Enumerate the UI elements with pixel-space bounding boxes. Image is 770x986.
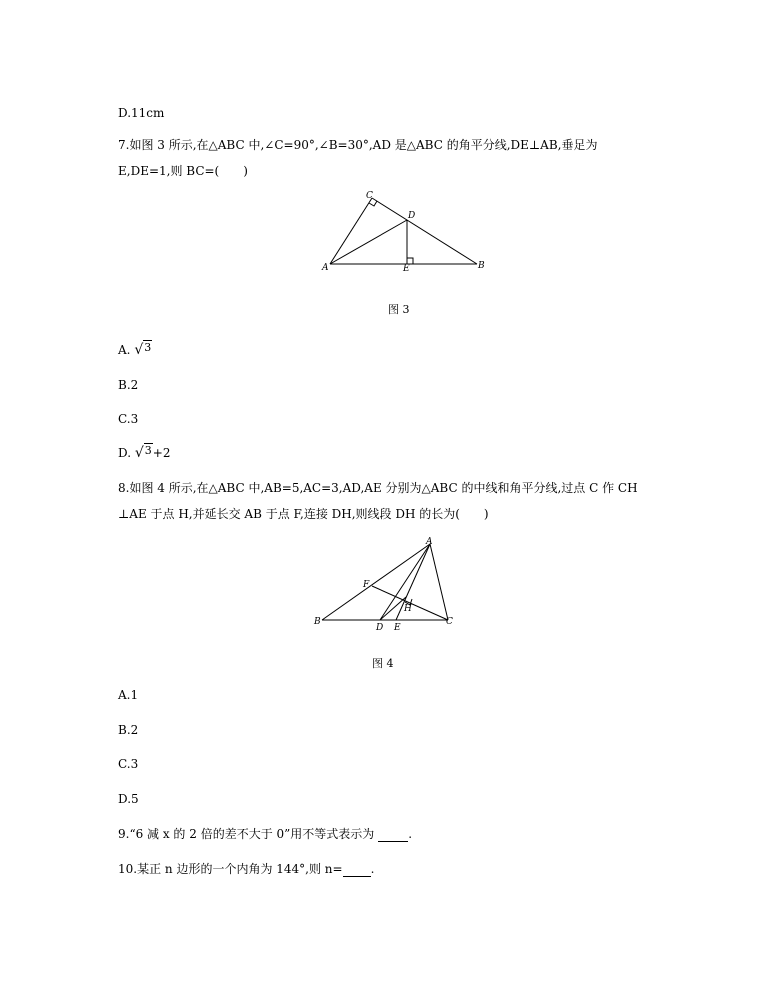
q7-option-c: C.3 bbox=[118, 412, 139, 426]
q9-end: . bbox=[408, 827, 413, 841]
q9 bbox=[118, 827, 412, 842]
segment-ab bbox=[322, 544, 430, 620]
q7-option-d-prefix: D. bbox=[118, 446, 132, 460]
label-e: E bbox=[403, 264, 410, 272]
sqrt-symbol: √$^3$ bbox=[134, 444, 152, 461]
answer-blank bbox=[343, 862, 371, 877]
label-c: C bbox=[446, 617, 453, 627]
label-a: A bbox=[426, 537, 433, 547]
q10 bbox=[118, 862, 374, 877]
q8-option-a: A.1 bbox=[118, 688, 139, 702]
q9-text: 9.“6 减 x 的 2 倍的差不大于 0”用不等式表示为 bbox=[118, 827, 375, 841]
q7-option-d-suffix: +2 bbox=[152, 446, 171, 460]
q7-option-b: B.2 bbox=[118, 378, 139, 392]
label-a: A bbox=[322, 263, 329, 272]
q7-option-d-radicand: 3 bbox=[144, 444, 152, 457]
label-d: D bbox=[408, 211, 416, 221]
label-e: E bbox=[394, 623, 401, 632]
figure-4 bbox=[312, 536, 462, 632]
q7-stem-line2: E,DE=1,则 BC=( ) bbox=[118, 164, 248, 178]
figure-3 bbox=[320, 188, 490, 272]
sqrt-symbol: √$^3$ bbox=[134, 341, 152, 358]
figure-4-caption: 图 4 bbox=[372, 657, 394, 670]
segment-ac bbox=[330, 198, 372, 264]
label-d: D bbox=[376, 623, 384, 632]
answer-blank bbox=[378, 827, 408, 842]
q7-stem-line1: 7.如图 3 所示,在△ABC 中,∠C=90°,∠B=30°,AD 是△ABC 的角平分线,DE⊥AB,垂足为 bbox=[118, 138, 598, 152]
label-b: B bbox=[478, 261, 485, 271]
segment-ac bbox=[430, 544, 448, 620]
label-f: F bbox=[363, 580, 370, 590]
q7-option-a-radicand: 3 bbox=[144, 341, 152, 354]
segment-ad bbox=[330, 220, 407, 264]
q7-option-a-prefix: A. bbox=[118, 343, 131, 357]
label-b: B bbox=[314, 617, 321, 627]
q8-stem-line1: 8.如图 4 所示,在△ABC 中,AB=5,AC=3,AD,AE 分别为△ABC 的中线和角平分线,过点 C 作 CH bbox=[118, 481, 638, 495]
q8-option-b: B.2 bbox=[118, 723, 139, 737]
label-h: H bbox=[404, 604, 412, 614]
q10-end: . bbox=[370, 862, 375, 876]
q8-option-c: C.3 bbox=[118, 757, 139, 771]
q7-option-a bbox=[118, 343, 152, 358]
q10-text: 10.某正 n 边形的一个内角为 144°,则 n= bbox=[118, 862, 343, 876]
label-c: C bbox=[366, 191, 373, 201]
q8-stem-line2: ⊥AE 于点 H,并延长交 AB 于点 F,连接 DH,则线段 DH 的长为( ) bbox=[118, 507, 489, 521]
q7-option-d bbox=[118, 446, 170, 461]
figure-3-caption: 图 3 bbox=[388, 303, 410, 316]
q6-option-d: D.11cm bbox=[118, 106, 165, 120]
q8-option-d: D.5 bbox=[118, 792, 139, 806]
